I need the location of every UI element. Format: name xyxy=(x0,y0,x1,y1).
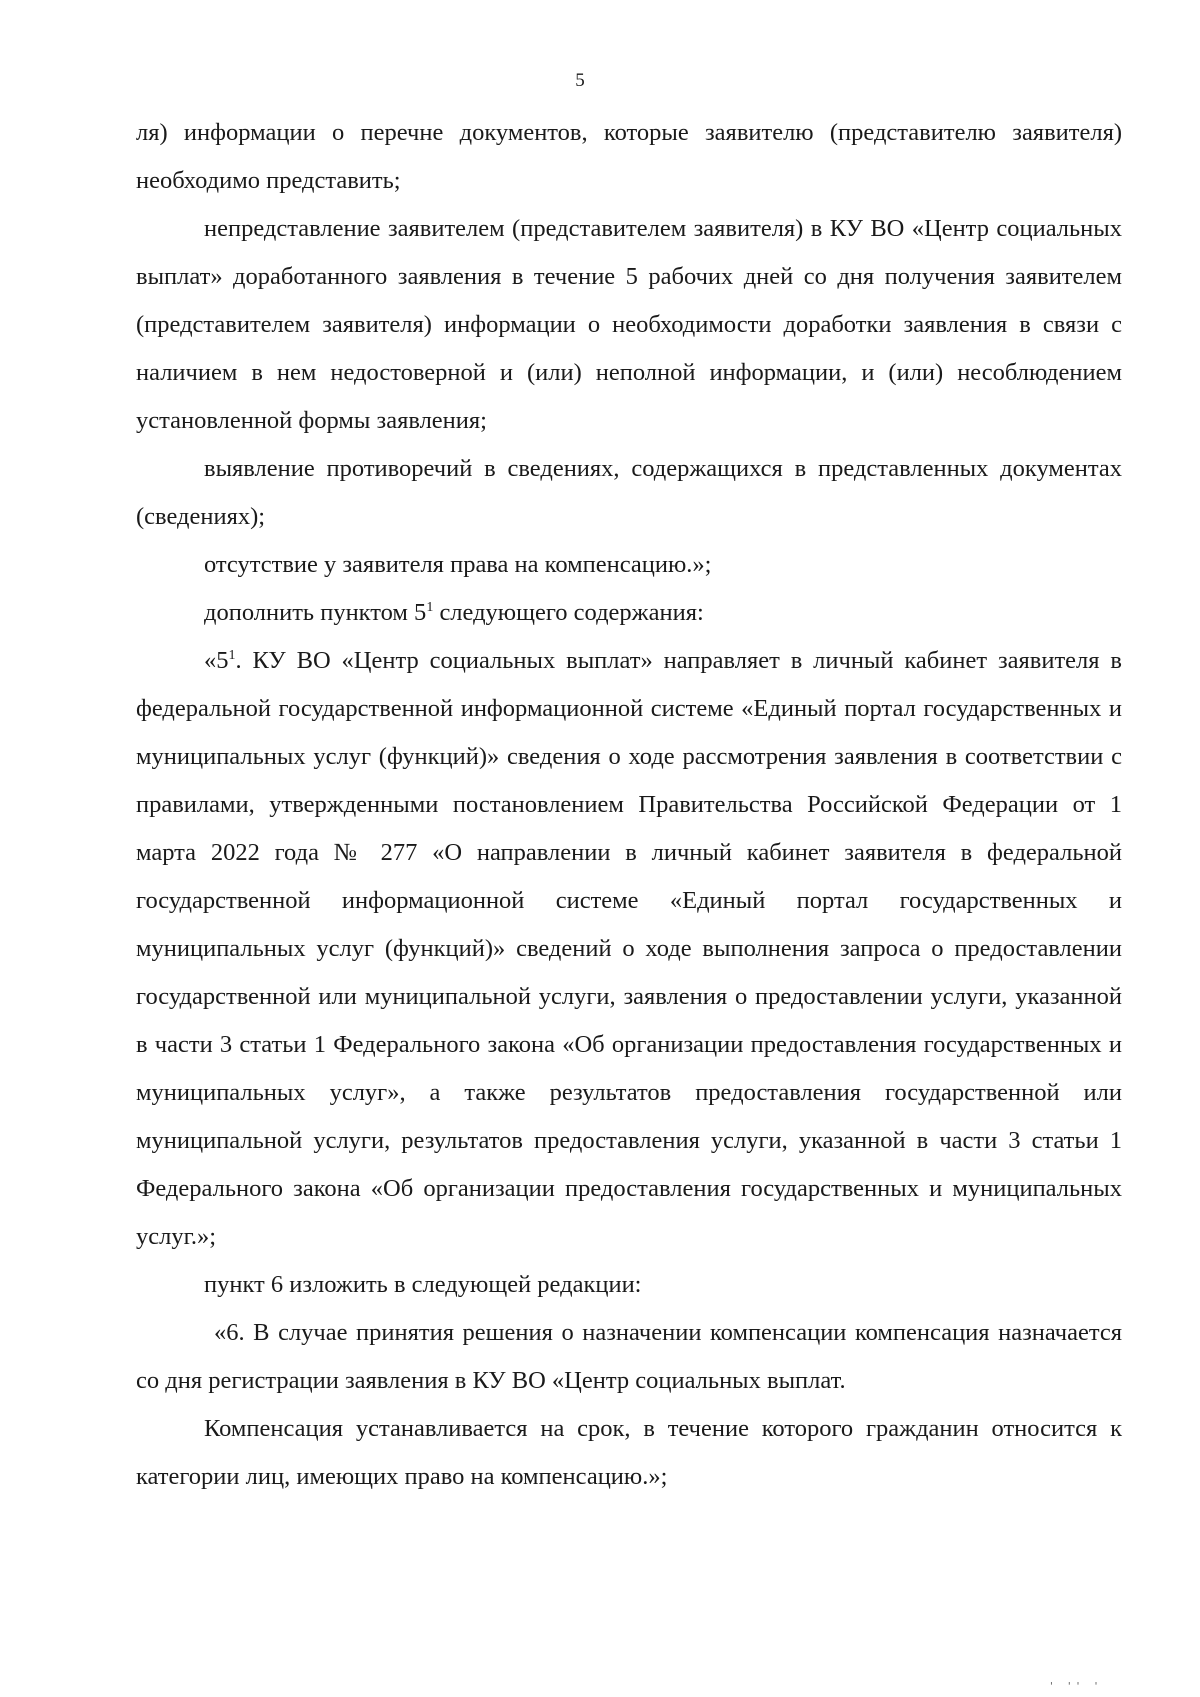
document-body xyxy=(136,109,1122,1501)
paragraph-point-6: «6. В случае принятия решения о назначении компенсации компенсация назначается со дня регистрации заявления в КУ ВО «Центр социальных выплат. xyxy=(136,1319,1122,1394)
paragraph-nonsubmission: непредставление заявителем (представителем заявителя) в КУ ВО «Центр социальных выплат» доработанного заявления в течение 5 рабочих дней со дня получения заявителем (представителем заявителя) информации о необходимости доработки заявления в связи с наличием в нем недостоверной и (или) неполной информации, и (или) несоблюдением установленной формы заявления; xyxy=(136,215,1122,434)
paragraph-point-6-intro: пункт 6 изложить в следующей редакции: xyxy=(204,1271,642,1298)
scan-artifact: ' '' ' xyxy=(1050,1681,1104,1692)
paragraph-point-5-1 xyxy=(136,637,1122,1261)
paragraph-no-right: отсутствие у заявителя права на компенсацию.»; xyxy=(204,551,712,578)
add-point-text-end: следующего содержания: xyxy=(433,599,704,626)
superscript: 1 xyxy=(228,647,236,663)
paragraph-compensation-term: Компенсация устанавливается на срок, в течение которого гражданин относится к категории лиц, имеющих право на компенсацию.»; xyxy=(136,1415,1122,1490)
paragraph-contradictions: выявление противоречий в сведениях, содержащихся в представленных документах (сведениях); xyxy=(136,455,1122,530)
paragraph-add-point xyxy=(136,589,1122,637)
point-5-1-text: . КУ ВО «Центр социальных выплат» направляет в личный кабинет заявителя в федеральной государственной информационной системе «Единый портал государственных и муниципальных услуг (функций)» сведения о ходе рассмотрения заявления в соответствии с правилами, утвержденными постановлением Правительства Российской Федерации от 1 марта 2022 года № 277 «О направлении в личный кабинет заявителя в федеральной государственной информационной системе «Единый портал государственных и муниципальных услуг (функций)» сведений о ходе выполнения запроса о предоставлении государственной или муниципальной услуги, заявления о предоставлении услуги, указанной в части 3 статьи 1 Федерального закона «Об организации предоставления государственных и муниципальных услуг», а также результатов предоставления государственной или муниципальной услуги, результатов предоставления услуги, указанной в части 3 статьи 1 Федерального закона «Об организации предоставления государственных и муниципальных услуг.»; xyxy=(136,647,1122,1250)
paragraph-continuation: ля) информации о перечне документов, которые заявителю (представителю заявителя) необходимо представить; xyxy=(136,119,1122,194)
point-5-1-number: «5 xyxy=(204,647,229,674)
superscript: 1 xyxy=(426,599,434,615)
add-point-text: дополнить пунктом 5 xyxy=(204,599,427,626)
page-number: 5 xyxy=(575,70,585,91)
